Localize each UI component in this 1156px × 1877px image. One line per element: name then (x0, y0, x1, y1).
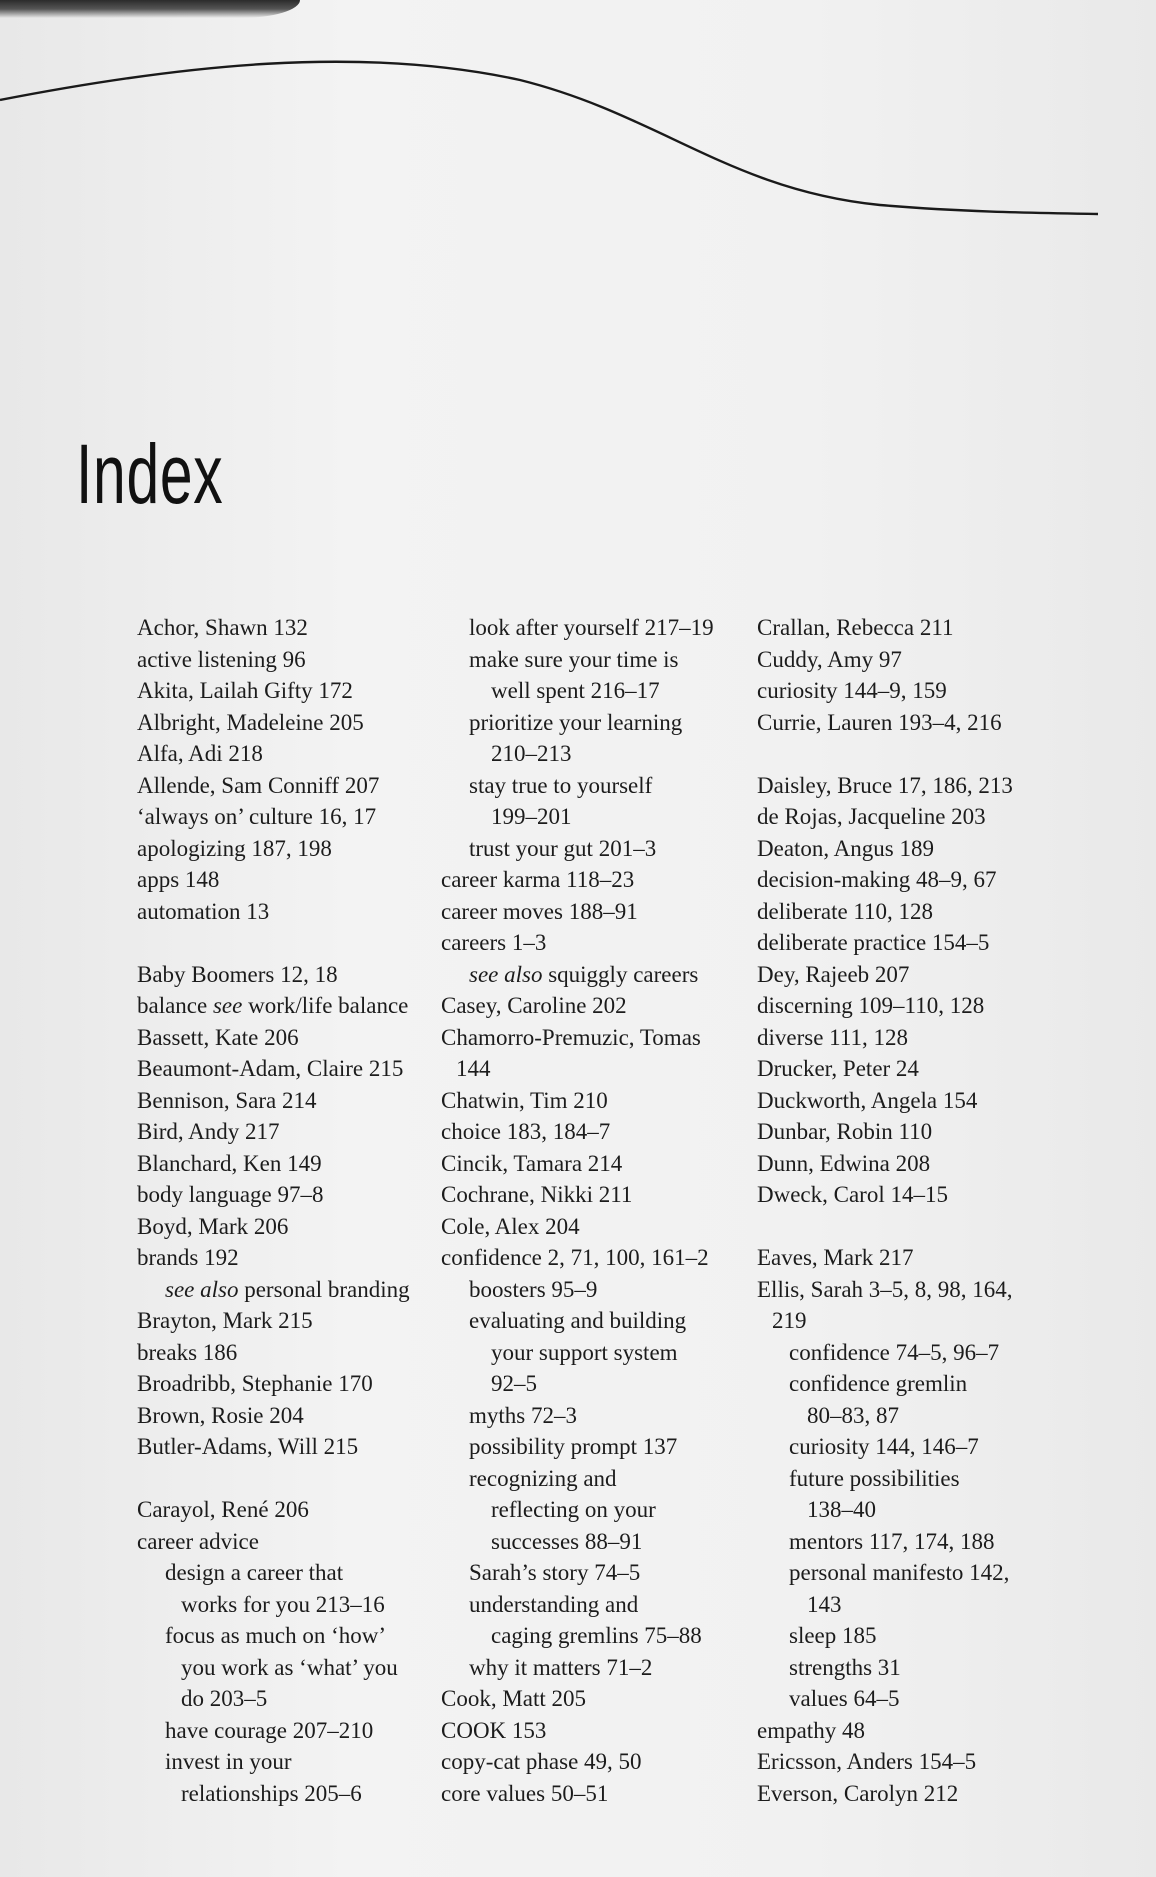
index-entry: focus as much on ‘how’ (165, 1623, 387, 1648)
index-entry-head: balance (137, 993, 213, 1018)
index-column-3 (757, 612, 1057, 1809)
index-letter-gap (757, 738, 1057, 770)
index-entry: Dey, Rajeeb 207 (757, 961, 910, 987)
index-entry: invest in your (165, 1749, 292, 1774)
index-entry: prioritize your learning (469, 709, 683, 735)
index-entry: Cole, Alex 204 (441, 1213, 580, 1239)
cross-reference-label: see (212, 993, 243, 1018)
index-entry: trust your gut 201–3 (469, 835, 657, 861)
index-entry: Currie, Lauren 193–4, 216 (757, 709, 1002, 735)
cross-reference-target: squiggly careers (542, 961, 699, 987)
index-entry: 138–40 (807, 1497, 876, 1522)
index-entry: Cincik, Tamara 214 (441, 1150, 623, 1176)
index-entry: Deaton, Angus 189 (757, 835, 934, 861)
index-entry: Dunn, Edwina 208 (757, 1150, 931, 1176)
index-letter-gap (757, 1211, 1057, 1243)
index-entry: Casey, Caroline 202 (441, 993, 627, 1018)
index-entry: confidence 2, 71, 100, 161–2 (441, 1245, 709, 1270)
index-entry: 219 (772, 1308, 807, 1333)
index-entry: Cochrane, Nikki 211 (441, 1182, 633, 1207)
index-entry: future possibilities (789, 1465, 960, 1491)
index-entry: Dweck, Carol 14–15 (757, 1182, 948, 1207)
index-entry: Drucker, Peter 24 (757, 1056, 919, 1081)
index-entry: Dunbar, Robin 110 (757, 1119, 933, 1144)
page-edge-shadow (0, 0, 300, 18)
index-entry: Baby Boomers 12, 18 (137, 961, 338, 987)
index-entry: diverse 111, 128 (757, 1024, 908, 1050)
index-entry: Chatwin, Tim 210 (441, 1087, 608, 1113)
decorative-wave-line (0, 40, 1156, 240)
index-entry: possibility prompt 137 (469, 1434, 678, 1459)
index-entry: sleep 185 (789, 1623, 877, 1648)
index-entry: curiosity 144–9, 159 (757, 678, 947, 703)
index-entry (137, 1274, 437, 1306)
index-entry: values 64–5 (789, 1686, 900, 1711)
index-entry: mentors 117, 174, 188 (789, 1528, 995, 1554)
index-entry: Everson, Carolyn 212 (757, 1780, 959, 1806)
index-entry: look after yourself 217–19 (469, 615, 714, 640)
index-entry (441, 959, 741, 991)
index-entry: successes 88–91 (491, 1528, 643, 1554)
index-entry: curiosity 144, 146–7 (789, 1434, 979, 1459)
index-entry: Brayton, Mark 215 (137, 1308, 313, 1333)
index-entry: Carayol, René 206 (137, 1497, 309, 1522)
index-entry: Achor, Shawn 132 (137, 615, 308, 640)
index-entry: Brown, Rosie 204 (137, 1402, 304, 1428)
index-entry: confidence 74–5, 96–7 (789, 1339, 1000, 1365)
index-entry: COOK 153 (441, 1717, 547, 1743)
index-entry: apps 148 (137, 867, 220, 892)
index-entry: works for you 213–16 (181, 1591, 385, 1617)
index-entry: careers 1–3 (441, 930, 547, 955)
index-entry: Sarah’s story 74–5 (469, 1560, 641, 1585)
cross-reference-target: work/life balance (242, 993, 409, 1018)
index-entry: myths 72–3 (469, 1402, 577, 1428)
index-entry: Bird, Andy 217 (137, 1119, 280, 1144)
index-entry: relationships 205–6 (181, 1780, 362, 1806)
index-entry: breaks 186 (137, 1339, 238, 1365)
index-entry: design a career that (165, 1560, 344, 1585)
index-entry: Cook, Matt 205 (441, 1686, 587, 1711)
index-entry: Beaumont-Adam, Claire 215 (137, 1056, 404, 1081)
index-entry: brands 192 (137, 1245, 239, 1270)
index-entry: do 203–5 (181, 1686, 268, 1711)
index-entry: recognizing and (469, 1465, 617, 1491)
index-entry: apologizing 187, 198 (137, 835, 332, 861)
index-entry: Bennison, Sara 214 (137, 1087, 317, 1113)
index-entry: reflecting on your (491, 1497, 656, 1522)
index-entry: evaluating and building (469, 1308, 687, 1333)
index-entry: understanding and (469, 1591, 639, 1617)
index-letter-gap (137, 1463, 437, 1495)
index-entry: caging gremlins 75–88 (491, 1623, 702, 1648)
index-entry: career karma 118–23 (441, 867, 635, 892)
index-entry: Broadribb, Stephanie 170 (137, 1371, 373, 1396)
index-entry: Crallan, Rebecca 211 (757, 615, 954, 640)
cross-reference-label: see also (469, 961, 543, 987)
index-entry: Butler-Adams, Will 215 (137, 1434, 359, 1459)
index-entry: why it matters 71–2 (469, 1654, 653, 1680)
index-entry: ‘always on’ culture 16, 17 (137, 804, 377, 829)
index-letter-gap (137, 927, 437, 959)
index-entry: Allende, Sam Conniff 207 (137, 772, 380, 798)
index-entry: Duckworth, Angela 154 (757, 1087, 978, 1113)
index-entry: Alfa, Adi 218 (137, 741, 263, 766)
index-entry: 144 (456, 1056, 491, 1081)
index-entry: Eaves, Mark 217 (757, 1245, 914, 1270)
index-entry: deliberate practice 154–5 (757, 930, 990, 955)
index-entry: Albright, Madeleine 205 (137, 709, 364, 735)
index-entry: 210–213 (491, 741, 572, 766)
index-entry: Ellis, Sarah 3–5, 8, 98, 164, (757, 1276, 1013, 1302)
index-entry: empathy 48 (757, 1717, 865, 1743)
index-entry: decision-making 48–9, 67 (757, 867, 997, 892)
index-entry: Boyd, Mark 206 (137, 1213, 289, 1239)
index-entry: choice 183, 184–7 (441, 1119, 611, 1144)
index-entry: 143 (807, 1591, 842, 1617)
index-entry: Ericsson, Anders 154–5 (757, 1749, 977, 1774)
index-entry: boosters 95–9 (469, 1276, 598, 1302)
index-entry: Bassett, Kate 206 (137, 1024, 299, 1050)
index-entry: 92–5 (491, 1371, 537, 1396)
index-entry: your support system (491, 1339, 678, 1365)
index-entry: career advice (137, 1528, 259, 1554)
index-entry: 80–83, 87 (807, 1402, 899, 1428)
index-entry: core values 50–51 (441, 1780, 609, 1806)
index-column-2 (441, 612, 741, 1809)
index-entry: Daisley, Bruce 17, 186, 213 (757, 772, 1013, 798)
page-title: Index (76, 427, 224, 521)
index-entry: 199–201 (491, 804, 572, 829)
index-entry: you work as ‘what’ you (181, 1654, 398, 1680)
index-entry: de Rojas, Jacqueline 203 (757, 804, 986, 829)
index-entry: Chamorro-Premuzic, Tomas (441, 1024, 701, 1050)
index-entry: well spent 216–17 (491, 678, 660, 703)
index-entry: confidence gremlin (789, 1371, 968, 1396)
index-entry: discerning 109–110, 128 (757, 993, 985, 1018)
index-entry: career moves 188–91 (441, 898, 638, 924)
cross-reference-label: see also (165, 1276, 239, 1302)
cross-reference-target: personal branding (238, 1276, 410, 1302)
index-entry: deliberate 110, 128 (757, 898, 934, 924)
index-entry: Blanchard, Ken 149 (137, 1150, 322, 1176)
index-entry: copy-cat phase 49, 50 (441, 1749, 642, 1774)
index-entry: active listening 96 (137, 646, 306, 672)
index-entry: strengths 31 (789, 1654, 901, 1680)
index-entry: personal manifesto 142, (789, 1560, 1010, 1585)
index-entry: have courage 207–210 (165, 1717, 374, 1743)
index-entry: stay true to yourself (469, 772, 653, 798)
index-entry: Cuddy, Amy 97 (757, 646, 902, 672)
index-column-1 (137, 612, 437, 1809)
index-entry: Akita, Lailah Gifty 172 (137, 678, 353, 703)
index-entry: body language 97–8 (137, 1182, 324, 1207)
index-entry: make sure your time is (469, 646, 679, 672)
index-entry (137, 990, 437, 1022)
index-entry: automation 13 (137, 898, 270, 924)
